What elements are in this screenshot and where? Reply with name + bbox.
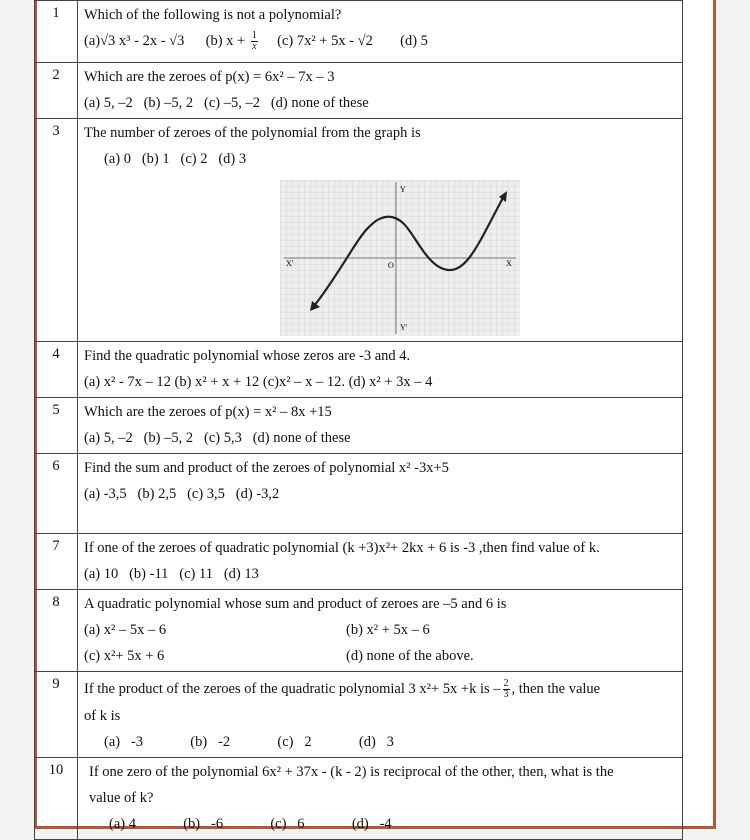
origin-label: O [388, 261, 394, 270]
option-b: (b) -2 [190, 734, 231, 750]
question-number: 8 [35, 590, 78, 672]
question-text-line-2: value of k? [89, 790, 154, 806]
option-d: (d) 5 [400, 33, 428, 49]
y-neg-axis-label: Y' [400, 323, 408, 332]
question-options-row-1 [84, 619, 676, 645]
question-body [78, 534, 683, 590]
question-text: If one of the zeroes of quadratic polynomial (k +3)x²+ 2kx + 6 is -3 ,then find value of k. [84, 540, 600, 556]
question-row-10 [35, 758, 683, 840]
question-number: 6 [35, 454, 78, 534]
question-row-3 [35, 119, 683, 342]
question-body [78, 454, 683, 534]
option-c: (c) x²+ 5x + 6 [84, 648, 165, 664]
question-row-7 [35, 534, 683, 590]
question-text-line-2: of k is [84, 708, 121, 724]
option-a: (a) -3 [104, 734, 144, 750]
question-fraction [503, 679, 510, 700]
question-options: (a) 5, –2 (b) –5, 2 (c) –5, –2 (d) none of these [84, 95, 369, 111]
question-text: Which of the following is not a polynomial? [84, 7, 342, 23]
option-c: (c) 6 [270, 816, 305, 832]
question-number: 3 [35, 119, 78, 342]
fraction-sign: – [493, 681, 501, 697]
question-body [78, 63, 683, 119]
question-options-row-2 [84, 645, 676, 671]
question-options: (a) 10 (b) -11 (c) 11 (d) 13 [84, 566, 259, 582]
question-text: The number of zeroes of the polynomial from the graph is [84, 125, 421, 141]
question-row-5 [35, 398, 683, 454]
question-text: Find the sum and product of the zeroes of polynomial x² -3x+5 [84, 460, 449, 476]
question-row-9 [35, 672, 683, 758]
option-b: (b) x + [205, 33, 246, 49]
question-body [78, 342, 683, 398]
option-a: (a)√3 x³ - 2x - √3 [84, 33, 185, 49]
question-number: 1 [35, 1, 78, 63]
option-b: (b) -6 [183, 816, 224, 832]
x-axis-label: X [506, 259, 512, 268]
question-number: 10 [35, 758, 78, 840]
question-options: (a) x² - 7x – 12 (b) x² + x + 12 (c)x² – x – 12. (d) x² + 3x – 4 [84, 374, 433, 390]
question-row-2 [35, 63, 683, 119]
question-text: If one zero of the polynomial 6x² + 37x - (k - 2) is reciprocal of the other, then, what is the [89, 764, 614, 780]
question-options [84, 30, 676, 56]
question-number: 5 [35, 398, 78, 454]
option-b: (b) x² + 5x – 6 [346, 622, 430, 638]
fraction-numerator: 1 [251, 30, 257, 42]
question-text-part-2: , then the value [511, 681, 601, 697]
fraction-denominator: x [252, 41, 257, 53]
question-row-6 [35, 454, 683, 534]
option-c: (c) 2 [277, 734, 312, 750]
question-body [78, 758, 683, 840]
question-options: (a) 5, –2 (b) –5, 2 (c) 5,3 (d) none of these [84, 430, 351, 446]
option-c: (c) 7x² + 5x - √2 [277, 33, 373, 49]
fraction-denominator: 3 [503, 689, 509, 701]
question-number: 4 [35, 342, 78, 398]
question-options [89, 813, 676, 839]
question-text: Which are the zeroes of p(x) = x² – 8x +15 [84, 404, 332, 420]
question-text-part-1: If the product of the zeroes of the quadratic polynomial 3 x²+ 5x +k is [84, 681, 490, 697]
question-text: Which are the zeroes of p(x) = 6x² – 7x – 3 [84, 69, 335, 85]
question-row-4 [35, 342, 683, 398]
question-text: Find the quadratic polynomial whose zeros are -3 and 4. [84, 348, 411, 364]
question-options: (a) 0 (b) 1 (c) 2 (d) 3 [104, 151, 247, 167]
polynomial-graph [280, 180, 520, 336]
x-neg-axis-label: X' [286, 259, 294, 268]
question-body [78, 119, 683, 342]
question-number: 9 [35, 672, 78, 758]
fraction-numerator: 2 [503, 678, 509, 690]
option-b-fraction [251, 31, 258, 52]
option-d: (d) -4 [351, 816, 392, 832]
option-a: (a) 4 [109, 816, 136, 832]
question-row-8 [35, 590, 683, 672]
question-text [84, 675, 676, 705]
y-axis-label: Y [400, 185, 406, 194]
question-body [78, 672, 683, 758]
question-body [78, 1, 683, 63]
option-d: (d) 3 [358, 734, 394, 750]
question-options [84, 731, 676, 757]
question-number: 7 [35, 534, 78, 590]
question-text: A quadratic polynomial whose sum and product of zeroes are –5 and 6 is [84, 596, 507, 612]
question-body [78, 590, 683, 672]
question-number: 2 [35, 63, 78, 119]
question-body [78, 398, 683, 454]
question-options: (a) -3,5 (b) 2,5 (c) 3,5 (d) -3,2 [84, 486, 280, 502]
option-d: (d) none of the above. [346, 648, 474, 664]
question-table [34, 0, 683, 840]
option-a: (a) x² – 5x – 6 [84, 622, 167, 638]
question-row-1 [35, 1, 683, 63]
